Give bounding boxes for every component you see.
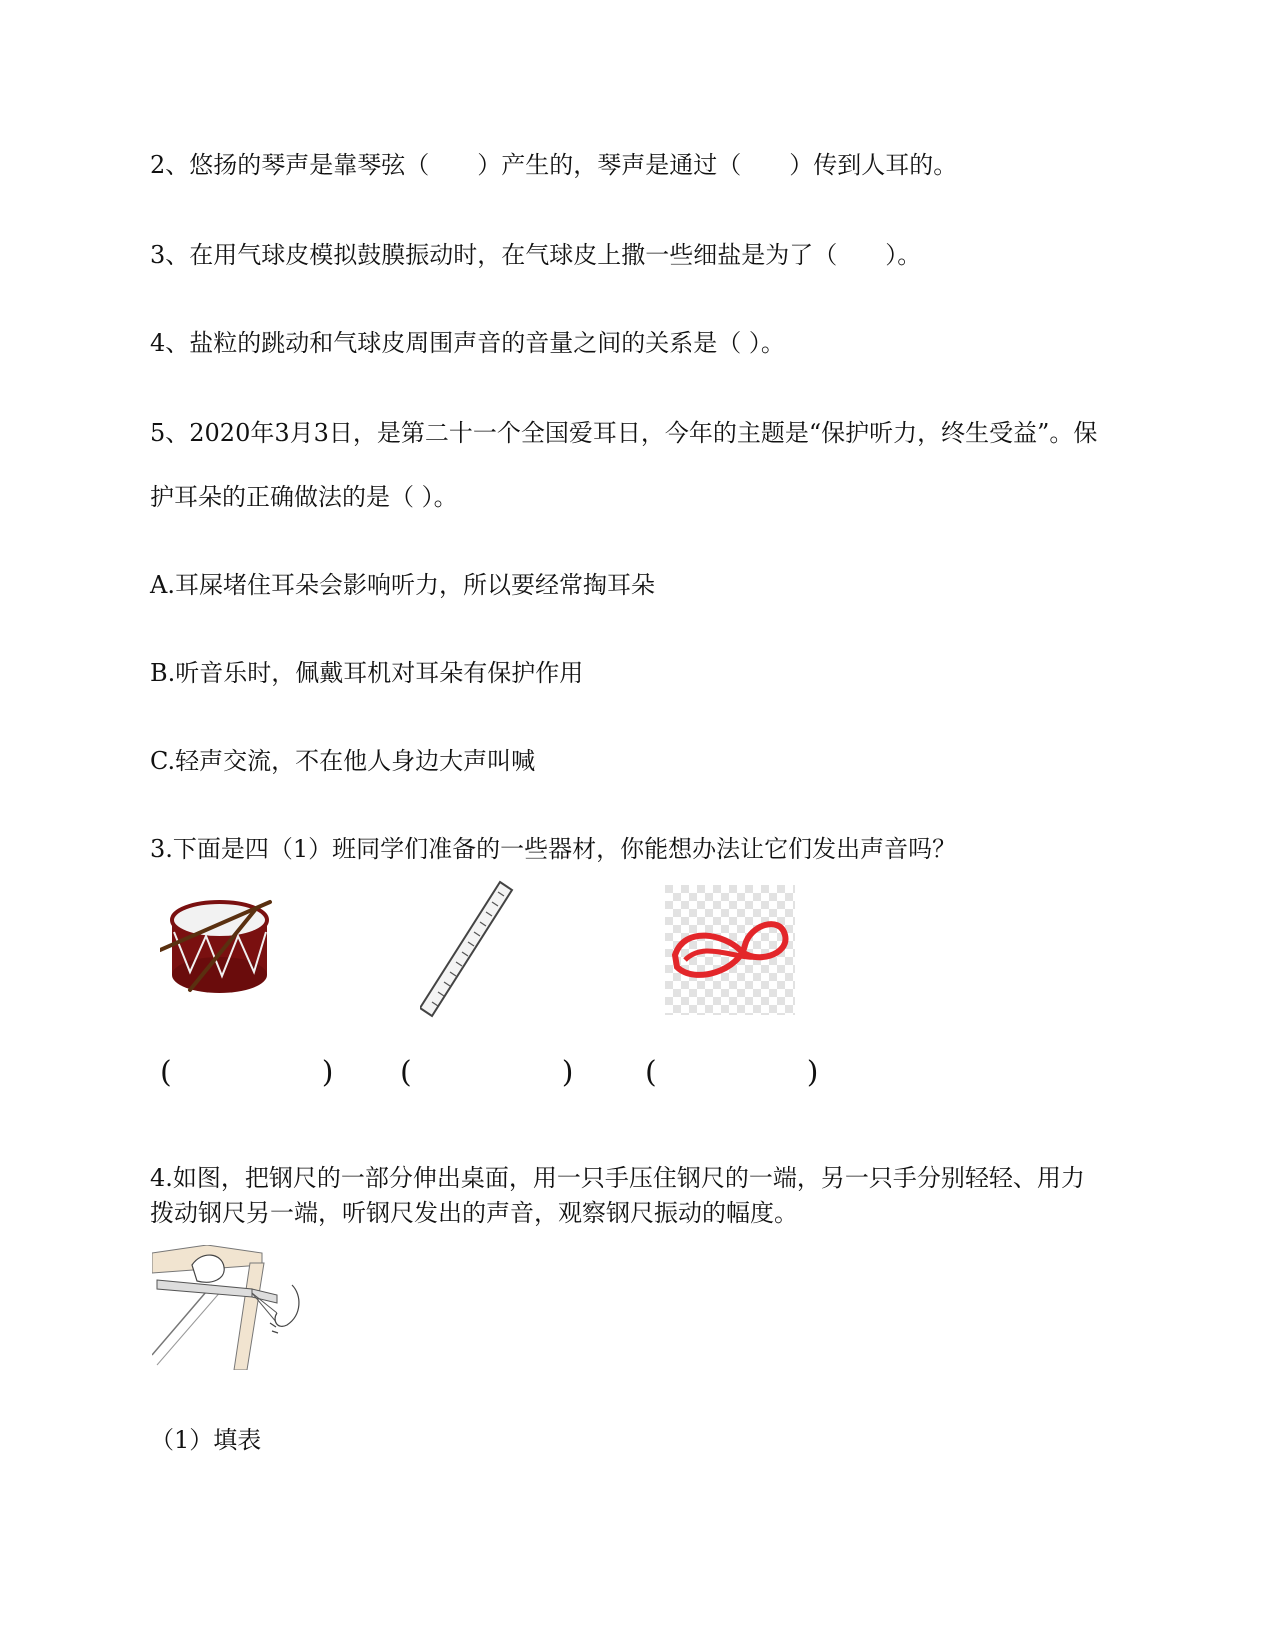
section-3-prompt: 3.下面是四（1）班同学们准备的一些器材，你能想办法让它们发出声音吗？: [150, 835, 957, 863]
drum-icon: [160, 880, 290, 1010]
table-ruler-icon: [152, 1245, 314, 1370]
option-a: A.耳屎堵住耳朵会影响听力，所以要经常掏耳朵: [150, 571, 655, 599]
option-b: B.听音乐时，佩戴耳机对耳朵有保护作用: [150, 659, 584, 687]
steel-ruler-table-image: [152, 1245, 314, 1370]
answer-blank-3[interactable]: ( ): [645, 1055, 819, 1090]
section-4-line2: 拨动钢尺另一端，听钢尺发出的声音，观察钢尺振动的幅度。: [150, 1199, 798, 1227]
answer-blank-1[interactable]: ( ): [160, 1055, 334, 1090]
question-2: 2、悠扬的琴声是靠琴弦（ ）产生的，琴声是通过（ ）传到人耳的。: [150, 151, 958, 179]
section-4-sub1: （1）填表: [150, 1426, 262, 1454]
rubber-band-image: [665, 885, 795, 1015]
option-c: C.轻声交流，不在他人身边大声叫喊: [150, 747, 536, 775]
question-5-line2: 护耳朵的正确做法的是（ ）。: [150, 483, 458, 511]
section-4-line1: 4.如图，把钢尺的一部分伸出桌面，用一只手压住钢尺的一端，另一只手分别轻轻、用力: [150, 1164, 1085, 1192]
question-5-line1: 5、2020年3月3日，是第二十一个全国爱耳日，今年的主题是“保护听力，终生受益”。保: [150, 419, 1098, 447]
rubber-band-icon: [665, 885, 795, 1015]
ruler-image: [420, 880, 520, 1020]
answer-blank-2[interactable]: ( ): [400, 1055, 574, 1090]
question-4: 4、盐粒的跳动和气球皮周围声音的音量之间的关系是（ ）。: [150, 329, 785, 357]
drum-image: [160, 880, 290, 1010]
question-3: 3、在用气球皮模拟鼓膜振动时，在气球皮上撒一些细盐是为了（ ）。: [150, 241, 922, 269]
ruler-icon: [420, 880, 520, 1020]
